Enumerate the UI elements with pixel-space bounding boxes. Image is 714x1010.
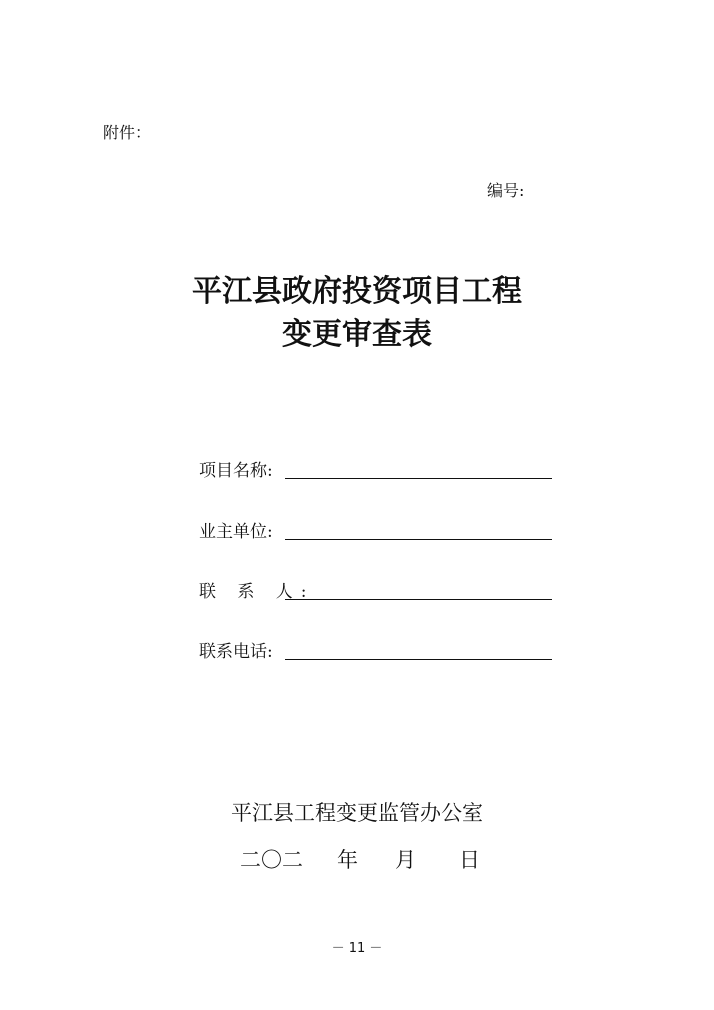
- date-year: 二〇二: [240, 848, 303, 872]
- contact-phone-label: 联系电话:: [199, 642, 273, 662]
- project-name-label: 项目名称:: [199, 461, 273, 481]
- contact-person-field: [199, 577, 552, 602]
- project-name-field: [199, 456, 552, 481]
- attachment-label: 附件：: [103, 123, 152, 142]
- document-title-line2: 变更审查表: [282, 317, 432, 352]
- document-title-line1: 平江县政府投资项目工程: [192, 274, 522, 309]
- project-name-blank-line[interactable]: [285, 458, 552, 479]
- owner-unit-blank-line[interactable]: [285, 519, 552, 540]
- owner-unit-field: [199, 517, 552, 542]
- page-number: － 11 －: [331, 941, 383, 956]
- contact-person-blank-line[interactable]: [285, 579, 552, 600]
- contact-phone-field: [199, 637, 552, 662]
- serial-number-label: 编号:: [487, 181, 525, 200]
- contact-person-label: 联 系 人:: [199, 582, 315, 602]
- date-year-unit: 年: [337, 848, 358, 872]
- contact-phone-blank-line[interactable]: [285, 639, 552, 660]
- date-month-unit: 月: [395, 848, 416, 872]
- issuing-office: 平江县工程变更监管办公室: [231, 801, 483, 825]
- date-day-unit: 日: [459, 848, 480, 872]
- owner-unit-label: 业主单位:: [199, 522, 273, 542]
